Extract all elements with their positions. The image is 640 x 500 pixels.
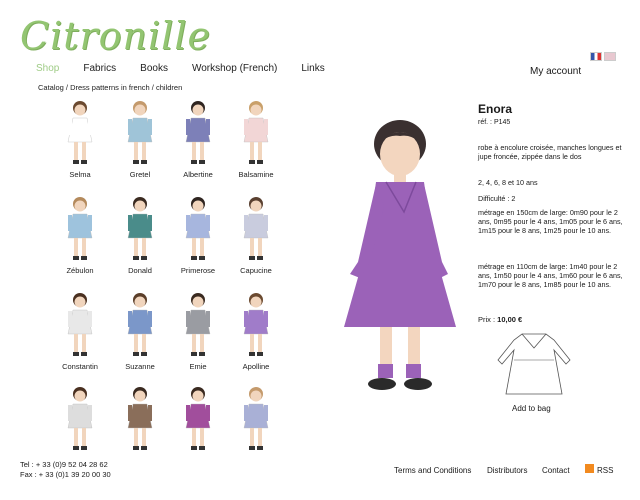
price — [478, 315, 522, 324]
nav-links[interactable]: Links — [301, 63, 325, 74]
pattern-name[interactable]: Gretel — [129, 170, 151, 179]
site-logo[interactable]: Citronille — [20, 14, 211, 58]
terms-link[interactable]: Terms and Conditions — [394, 466, 472, 475]
pattern-card[interactable] — [112, 194, 168, 275]
pattern-title: Enora — [478, 102, 513, 116]
pattern-thumbnail[interactable] — [170, 98, 226, 168]
pattern-name[interactable]: Donald — [128, 266, 152, 275]
pattern-sizes: 2, 4, 6, 8 et 10 ans — [478, 178, 538, 187]
rss-icon[interactable] — [585, 464, 594, 473]
pattern-thumbnail[interactable] — [228, 98, 284, 168]
distributors-link[interactable]: Distributors — [487, 466, 528, 475]
price-value: 10,00 € — [497, 315, 523, 324]
pattern-name[interactable]: Zébulon — [66, 266, 94, 275]
add-to-bag-button[interactable]: Add to bag — [512, 404, 551, 413]
pattern-name[interactable]: Capucine — [240, 266, 272, 275]
pattern-card[interactable] — [170, 98, 226, 179]
phone-number: Tel : + 33 (0)9 52 04 28 62 — [20, 460, 108, 469]
main-nav — [36, 63, 349, 74]
featured-pattern-image — [330, 112, 470, 400]
pattern-name[interactable]: Constantin — [62, 362, 98, 371]
my-account-link[interactable]: My account — [530, 66, 582, 77]
fabric-110cm: métrage en 110cm de large: 1m40 pour le 2 ans, 1m50 pour le 4 ans, 1m60 pour le 6 ans, 1m70 pour le 8 ans, 1m85 pour le 10 ans. — [478, 262, 623, 289]
pattern-card[interactable] — [228, 290, 284, 371]
pattern-name[interactable]: Balsamine — [238, 170, 274, 179]
pattern-name[interactable]: Primerose — [180, 266, 216, 275]
pattern-card[interactable] — [52, 98, 108, 179]
pattern-card[interactable] — [228, 384, 284, 456]
pattern-thumbnail[interactable] — [170, 194, 226, 264]
pattern-card[interactable] — [228, 98, 284, 179]
nav-fabrics[interactable]: Fabrics — [83, 63, 117, 74]
french-flag-icon[interactable] — [590, 52, 602, 61]
rss-link[interactable]: RSS — [597, 466, 614, 475]
pattern-thumbnail[interactable] — [112, 98, 168, 168]
pattern-card[interactable] — [170, 194, 226, 275]
fax-number: Fax : + 33 (0)1 39 20 00 30 — [20, 470, 111, 479]
pattern-card[interactable] — [112, 290, 168, 371]
fabric-150cm: métrage en 150cm de large: 0m90 pour le 2 ans, 0m95 pour le 4 ans, 1m05 pour le 6 ans, 1m15 pour le 8 ans, 1m25 pour le 10 ans. — [478, 208, 623, 235]
pattern-name[interactable]: Albertine — [183, 170, 213, 179]
pattern-card[interactable] — [170, 384, 226, 456]
pattern-thumbnail[interactable] — [52, 98, 108, 168]
pattern-difficulty: Difficulté : 2 — [478, 194, 516, 203]
contact-link[interactable]: Contact — [542, 466, 570, 475]
language-switcher[interactable] — [590, 52, 616, 61]
pattern-thumbnail[interactable] — [112, 384, 168, 454]
pattern-thumbnail[interactable] — [228, 384, 284, 454]
pattern-thumbnail[interactable] — [112, 290, 168, 360]
pattern-thumbnail[interactable] — [52, 384, 108, 454]
nav-books[interactable]: Books — [140, 63, 168, 74]
pattern-thumbnail[interactable] — [170, 384, 226, 454]
nav-shop[interactable]: Shop — [36, 63, 60, 74]
pattern-card[interactable] — [52, 194, 108, 275]
nav-workshop[interactable]: Workshop (French) — [191, 63, 278, 74]
pattern-card[interactable] — [112, 384, 168, 456]
pattern-card[interactable] — [52, 290, 108, 371]
technical-drawing — [492, 330, 576, 398]
pattern-card[interactable] — [228, 194, 284, 275]
pattern-card[interactable] — [52, 384, 108, 456]
pattern-name[interactable]: Emie — [189, 362, 207, 371]
pattern-name[interactable]: Apolline — [242, 362, 270, 371]
breadcrumb[interactable]: Catalog / Dress patterns in french / children — [38, 83, 183, 92]
pattern-name[interactable]: Selma — [69, 170, 91, 179]
pattern-thumbnail[interactable] — [112, 194, 168, 264]
pattern-name[interactable]: Suzanne — [125, 362, 155, 371]
pattern-card[interactable] — [170, 290, 226, 371]
pattern-thumbnail[interactable] — [228, 290, 284, 360]
price-label: Prix : — [478, 315, 498, 324]
pattern-reference: réf. : P145 — [478, 119, 511, 126]
pattern-thumbnail[interactable] — [52, 194, 108, 264]
pattern-thumbnail[interactable] — [228, 194, 284, 264]
english-flag-icon[interactable] — [604, 52, 616, 61]
contact-info — [20, 460, 111, 480]
pattern-description: robe à encolure croisée, manches longues et jupe froncée, zippée dans le dos — [478, 143, 622, 161]
pattern-thumbnail[interactable] — [52, 290, 108, 360]
pattern-card[interactable] — [112, 98, 168, 179]
pattern-thumbnail[interactable] — [170, 290, 226, 360]
